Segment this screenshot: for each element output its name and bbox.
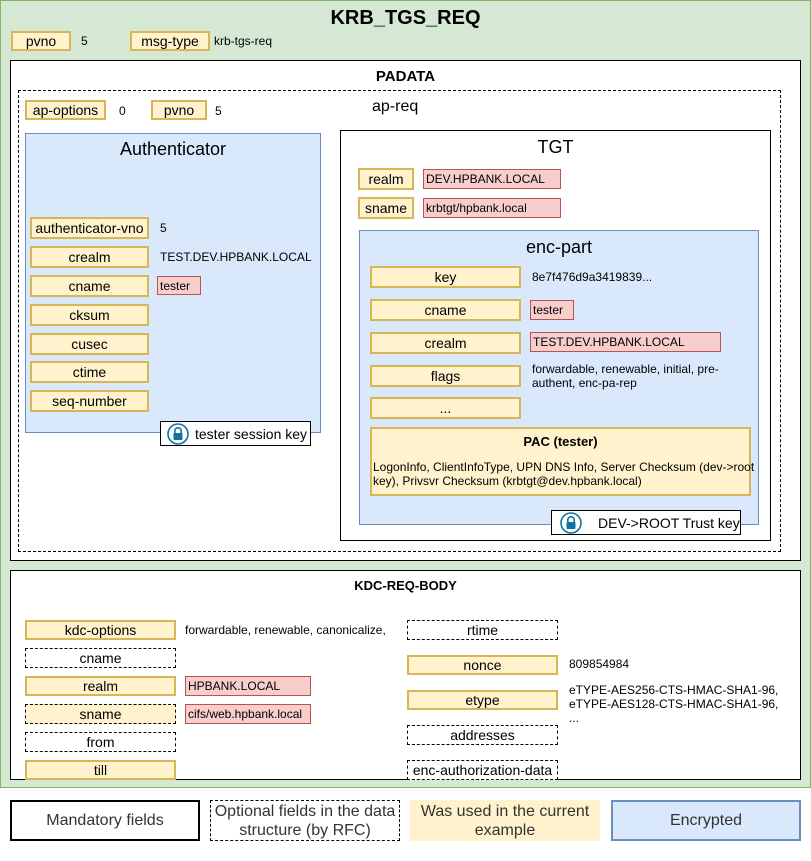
kdc-etype-value-line2: eTYPE-AES128-CTS-HMAC-SHA1-96, [569,697,779,711]
kdc-addresses-field: addresses [407,725,558,745]
legend-mandatory-label: Mandatory fields [46,812,164,829]
tgt-sname-value: krbtgt/hpbank.local [423,198,561,218]
tgt-realm-field: realm [358,168,414,190]
trust-key-label: DEV->ROOT Trust key [598,514,740,531]
ap-req-pvno-field: pvno [151,100,207,120]
kdc-sname-field: sname [25,704,176,724]
padata-title: PADATA [375,68,436,85]
legend-optional-line2: structure (by RFC) [239,821,371,839]
enc-part-flags-value-line1: forwardable, renewable, initial, pre- [532,362,719,376]
kdc-etype-field: etype [407,690,558,710]
kdc-from-field: from [25,732,176,752]
msg-type-value: krb-tgs-req [214,34,273,48]
authenticator-cusec-field: cusec [30,333,149,355]
diagram-title: KRB_TGS_REQ [330,7,481,29]
enc-part-crealm-field: crealm [370,332,521,354]
pac-title: PAC (tester) [523,434,598,449]
enc-part-crealm-value: TEST.DEV.HPBANK.LOCAL [530,332,721,352]
authenticator-cname-value: tester [157,276,201,295]
kdc-options-value: forwardable, renewable, canonicalize, [185,623,386,637]
legend-optional [210,800,400,841]
legend-mandatory [10,800,200,841]
legend-used [410,800,600,841]
enc-part-key-field: key [370,266,521,288]
pvno-field: pvno [11,31,71,51]
enc-part-flags-value-line2: authent, enc-pa-rep [532,376,637,390]
legend-encrypted [611,800,801,841]
kdc-enc-authorization-data-field: enc-authorization-data [407,760,558,780]
authenticator-ctime-field: ctime [30,361,149,383]
enc-part-title: enc-part [525,237,593,257]
pvno-value: 5 [81,34,88,48]
kdc-etype-value-line1: eTYPE-AES256-CTS-HMAC-SHA1-96, [569,683,779,697]
kdc-options-field: kdc-options [25,620,176,640]
legend-optional-line1: Optional fields in the data [214,802,396,820]
legend-used-line2: example [474,821,536,839]
authenticator-vno-value: 5 [160,221,167,235]
kdc-etype-value-line3: ... [569,711,580,725]
kdc-rtime-field: rtime [407,620,558,640]
ap-options-field: ap-options [25,100,106,120]
trust-key-box [551,510,741,535]
kdc-req-body-title: KDC-REQ-BODY [354,578,457,593]
legend-encrypted-label: Encrypted [669,812,743,829]
authenticator-crealm-value: TEST.DEV.HPBANK.LOCAL [160,250,312,264]
tgt-realm-value: DEV.HPBANK.LOCAL [423,169,561,189]
authenticator-vno-field: authenticator-vno [30,217,149,239]
enc-part-cname-value: tester [530,300,574,320]
tgt-sname-field: sname [358,197,414,219]
ap-req-title: ap-req [372,98,419,115]
enc-part-key-value: 8e7f476d9a3419839... [532,270,653,284]
kdc-sname-value: cifs/web.hpbank.local [185,704,311,724]
pac-contents-line1: LogonInfo, ClientInfoType, UPN DNS Info, Server Checksum (dev->root [373,460,755,474]
msg-type-field: msg-type [130,31,210,51]
kdc-till-field: till [25,760,176,780]
authenticator-seq-number-field: seq-number [30,390,149,412]
kdc-realm-field: realm [25,676,176,696]
authenticator-crealm-field: crealm [30,246,149,268]
lock-icon [560,512,582,534]
kdc-nonce-field: nonce [407,655,558,675]
authenticator-title: Authenticator [119,139,227,159]
enc-part-more-field: ... [370,397,521,419]
legend-used-line1: Was used in the current [420,802,590,820]
ap-req-pvno-value: 5 [215,104,222,118]
enc-part-cname-field: cname [370,299,521,321]
authenticator-cname-field: cname [30,275,149,297]
lock-icon [167,423,189,445]
kdc-nonce-value: 809854984 [569,657,630,671]
tgt-title: TGT [537,137,574,157]
ap-options-value: 0 [119,104,126,118]
authenticator-cksum-field: cksum [30,304,149,326]
enc-part-flags-field: flags [370,365,521,387]
tester-session-key-box [160,421,311,446]
kdc-cname-field: cname [25,648,176,668]
tester-session-key-label: tester session key [195,425,308,442]
pac-contents-line2: key), Privsvr Checksum (krbtgt@dev.hpbank.local) [373,474,642,488]
kdc-realm-value: HPBANK.LOCAL [185,676,311,696]
